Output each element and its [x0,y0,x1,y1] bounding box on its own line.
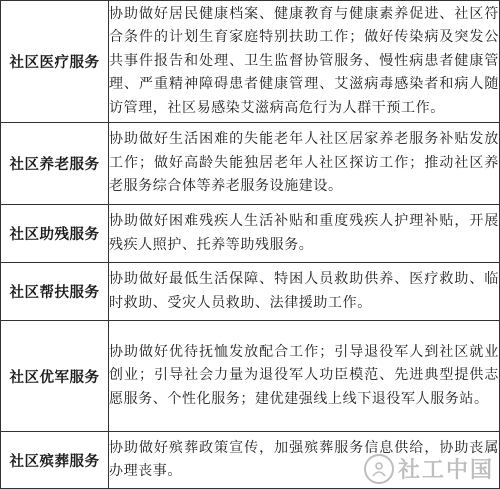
table-row [1,432,500,489]
category-cell: 社区帮扶服务 [1,263,109,321]
description-cell: 协助做好居民健康档案、健康教育与健康素养促进、社区符合条件的计划生育家庭特别扶助工作；做好传染病及突发公共事件报告和处理、卫生监督协管服务、慢性病患者健康管理、严重精神障碍患者健康管理、艾滋病毒感染者和病人随访管理，社区易感染艾滋病高危行为人群干预工作。 [109,1,500,123]
category-cell: 社区助残服务 [1,205,109,263]
category-cell: 社区优军服务 [1,321,109,432]
description-cell: 协助做好最低生活保障、特困人员救助供养、医疗救助、临时救助、受灾人员救助、法律援助工作。 [109,263,500,321]
table-row [1,321,500,432]
category-cell: 社区殡葬服务 [1,432,109,489]
table-row [1,263,500,321]
table-row [1,123,500,205]
table-row [1,205,500,263]
description-cell: 协助做好生活困难的失能老年人社区居家养老服务补贴发放工作；做好高龄失能独居老年人社区探访工作；推动社区养老服务综合体等养老服务设施建设。 [109,123,500,205]
watermark-text: 社工中国 [397,458,494,483]
category-cell: 社区养老服务 [1,123,109,205]
category-cell: 社区医疗服务 [1,1,109,123]
description-cell: 协助做好优待抚恤发放配合工作；引导退役军人到社区就业创业；引导社会力量为退役军人功臣模范、先进典型提供志愿服务、个性化服务；建优建强线上线下退役军人服务站。 [109,321,500,432]
description-cell: 协助做好困难残疾人生活补贴和重度残疾人护理补贴，开展残疾人照护、托养等助残服务。 [109,205,500,263]
table-row [1,1,500,123]
description-cell: 协助做好殡葬政策宣传，加强殡葬服务信息供给，协助丧属办理丧事。 [109,432,500,489]
